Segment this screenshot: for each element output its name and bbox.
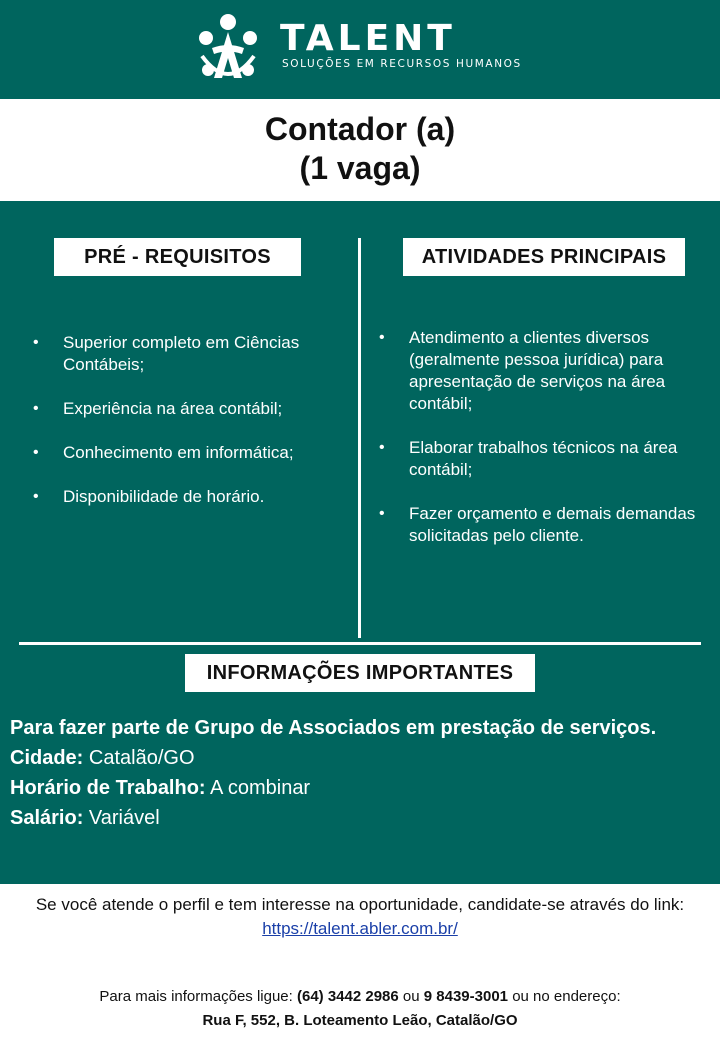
phone-landline: (64) 3442 2986: [296, 988, 399, 1005]
city-value: Catalão/GO: [88, 747, 195, 769]
main-panel: [0, 201, 720, 884]
list-item: • Atendimento a clientes diversos (geralmente pessoa jurídica) para apresentação de serviços na área contábil;: [379, 327, 699, 415]
salary-label: Salário:: [10, 807, 84, 829]
list-item: • Conhecimento em informática;: [33, 442, 333, 464]
city-label: Cidade:: [10, 747, 84, 769]
requirements-list: [33, 332, 333, 530]
requirements-heading: PRÉ - REQUISITOS: [54, 238, 301, 276]
salary-value: Variável: [88, 807, 160, 829]
brand-logo: [192, 12, 532, 88]
important-heading: INFORMAÇÕES IMPORTANTES: [185, 654, 535, 692]
list-item: • Elaborar trabalhos técnicos na área contábil;: [379, 437, 699, 481]
phone-mobile: 9 8439-3001: [423, 988, 509, 1005]
brand-name: TALENT: [280, 18, 456, 59]
column-divider: [358, 238, 361, 638]
hours-label: Horário de Trabalho:: [10, 777, 206, 799]
job-openings: (1 vaga): [299, 150, 421, 186]
apply-message: Se você atende o perfil e tem interesse na oportunidade, candidate-se através do link:: [35, 895, 685, 914]
important-info: [10, 713, 670, 833]
list-item: • Experiência na área contábil;: [33, 398, 333, 420]
list-item: • Superior completo em Ciências Contábeis;: [33, 332, 333, 376]
people-circle-logo-icon: [192, 12, 264, 84]
brand-tagline: SOLUÇÕES EM RECURSOS HUMANOS: [282, 58, 522, 70]
contact-or: ou: [402, 988, 420, 1005]
header-banner: [0, 0, 720, 99]
hours-value: A combinar: [210, 777, 311, 799]
contact-prefix: Para mais informações ligue:: [99, 988, 293, 1005]
activities-heading: ATIVIDADES PRINCIPAIS: [403, 238, 685, 276]
associates-intro: Para fazer parte de Grupo de Associados em prestação de serviços.: [10, 717, 657, 739]
job-title: Contador (a): [264, 111, 456, 147]
apply-link[interactable]: https://talent.abler.com.br/: [262, 919, 458, 938]
section-divider: [19, 642, 701, 645]
contact-address: Rua F, 552, B. Loteamento Leão, Catalão/GO: [202, 1012, 518, 1029]
contact-suffix: ou no endereço:: [512, 988, 621, 1005]
list-item: • Fazer orçamento e demais demandas solicitadas pelo cliente.: [379, 503, 699, 547]
job-title-band: [0, 99, 720, 201]
list-item: • Disponibilidade de horário.: [33, 486, 333, 508]
apply-text: [20, 893, 700, 941]
contact-info: [0, 985, 720, 1033]
activities-list: [379, 327, 699, 569]
